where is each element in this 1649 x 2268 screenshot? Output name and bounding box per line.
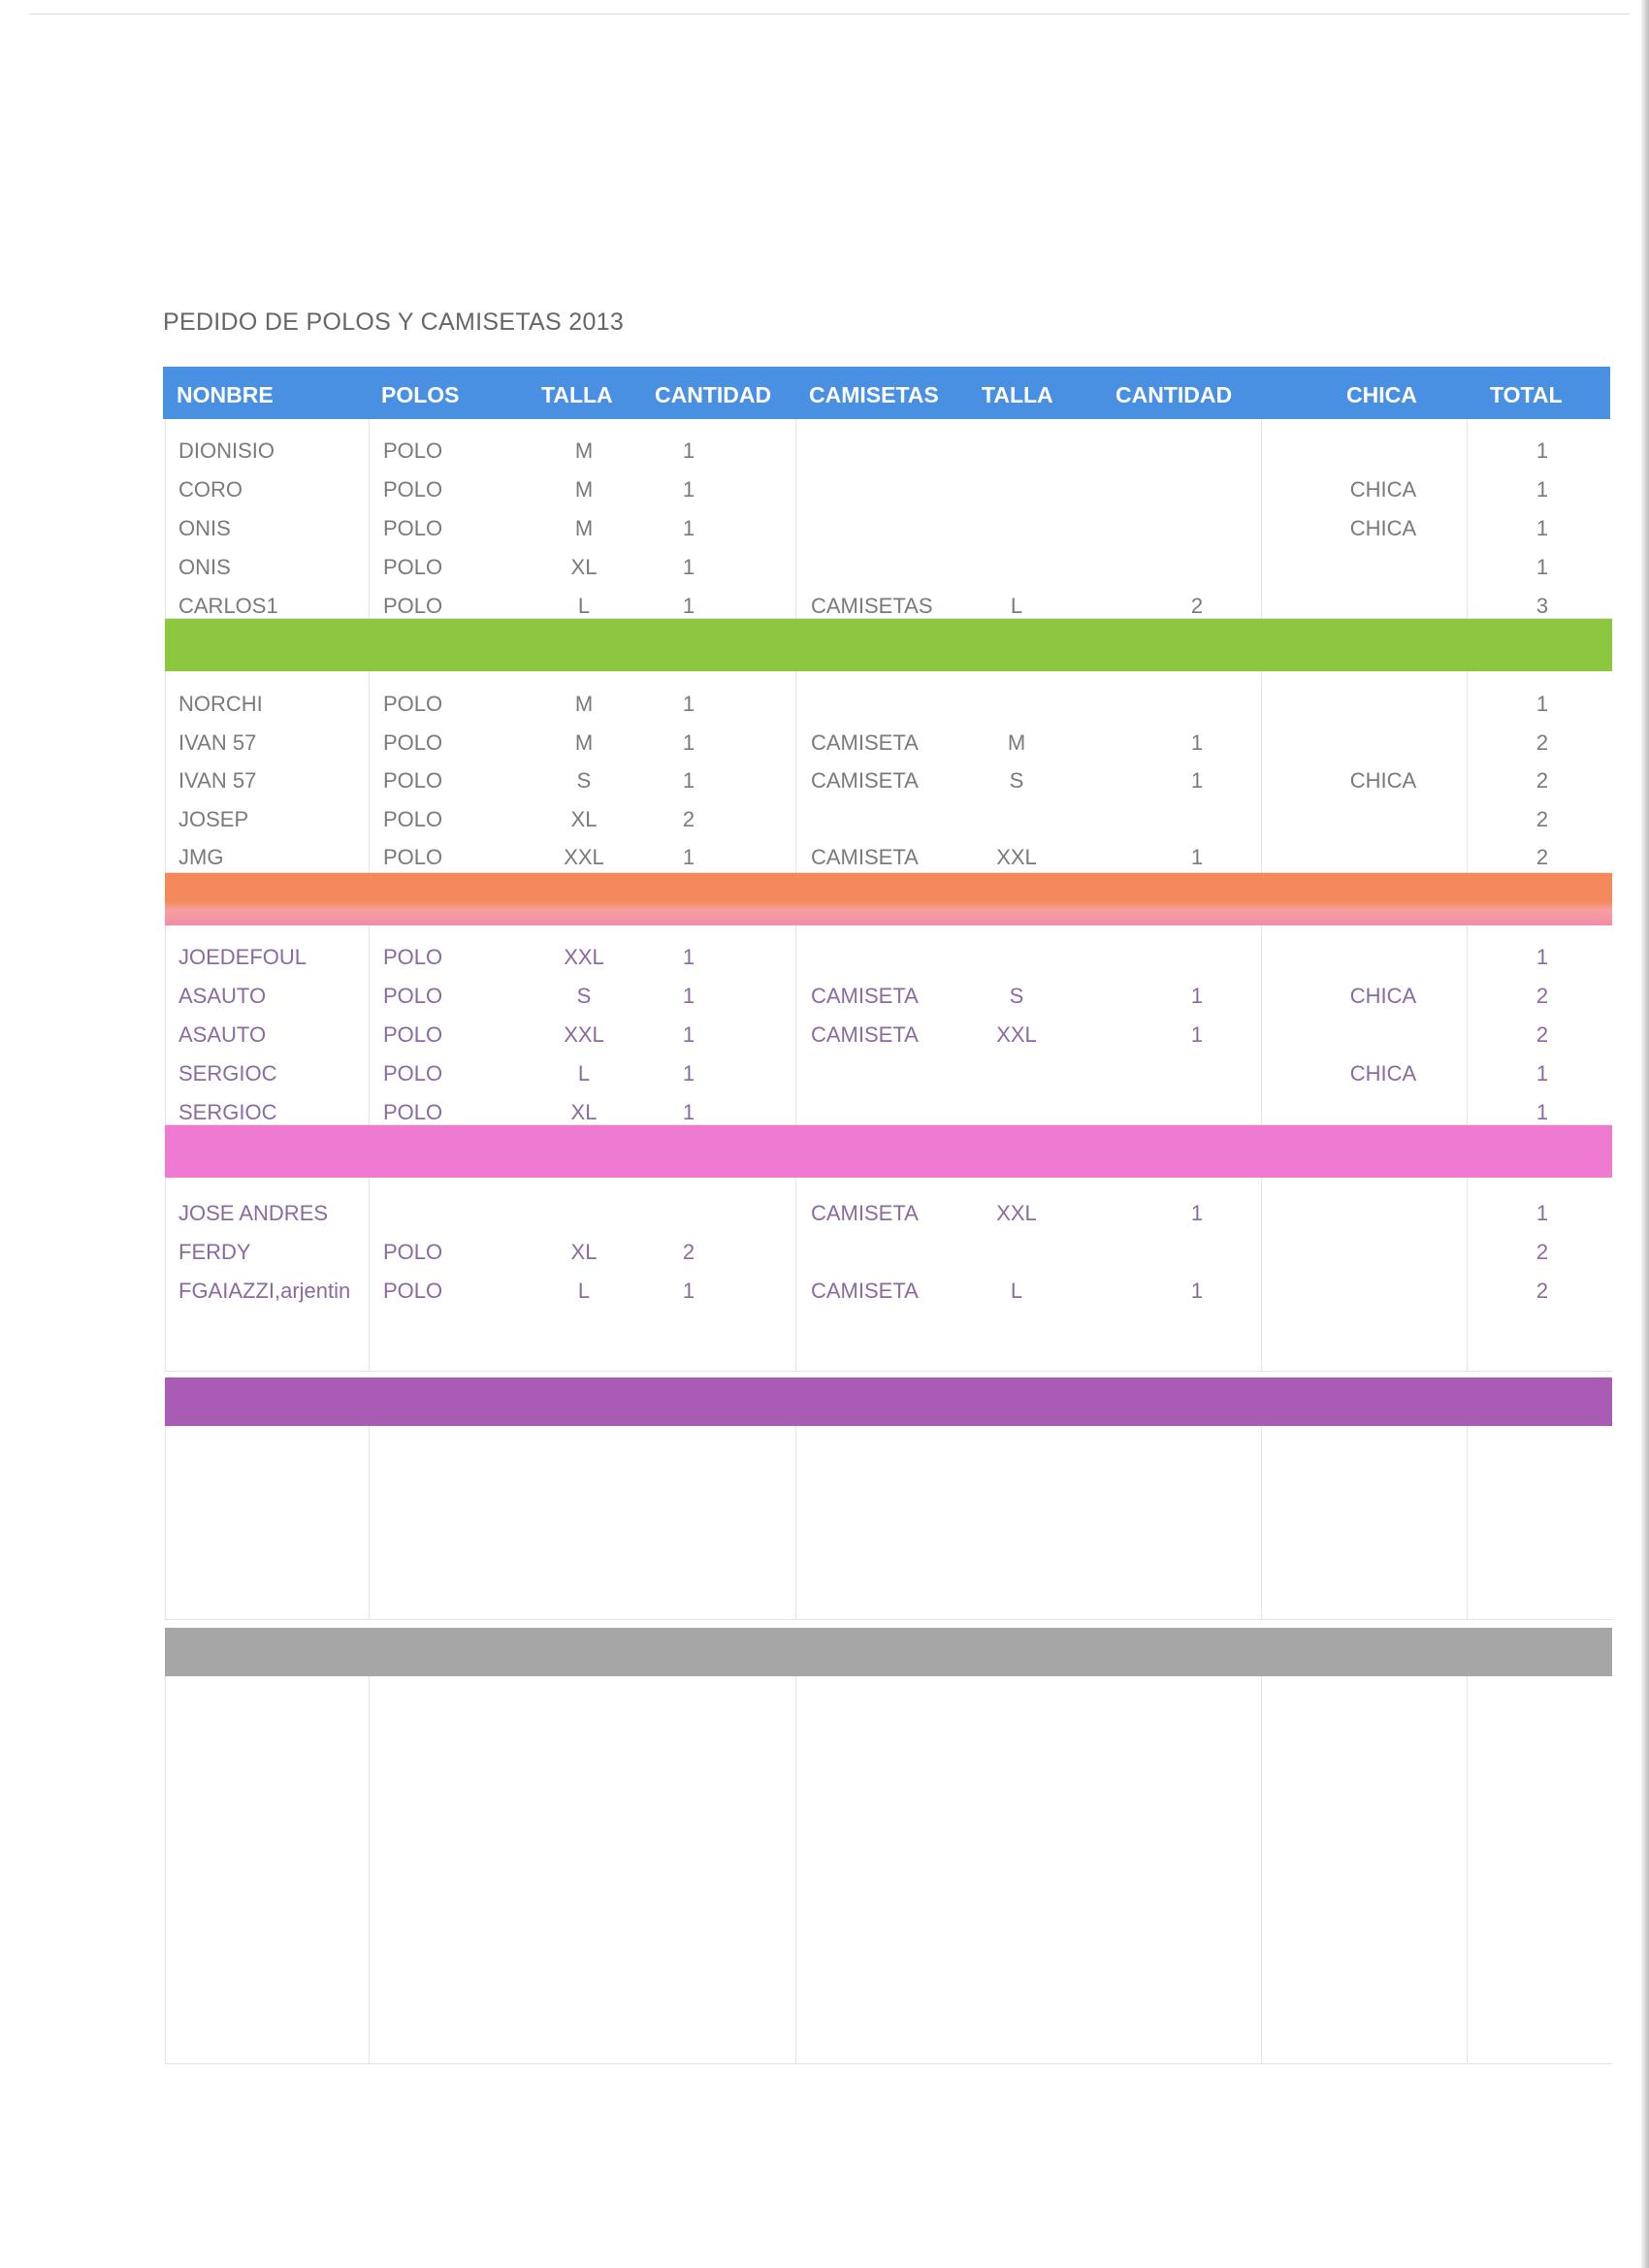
cell-polos: POLO <box>383 768 443 793</box>
row-divider <box>165 1371 1612 1372</box>
cell-total: 1 <box>1536 945 1549 969</box>
group-separator-band <box>165 619 1612 671</box>
cell-talla: S <box>576 984 592 1008</box>
table-row <box>165 1234 1612 1273</box>
cell-nombre: FGAIAZZI,arjentin <box>178 1279 351 1303</box>
cell-cantidad2: 1 <box>1190 1201 1204 1225</box>
cell-cantidad: 1 <box>682 477 695 502</box>
table-row <box>165 939 1612 978</box>
table-row <box>165 725 1612 763</box>
cell-cantidad: 1 <box>682 1061 695 1085</box>
table-row <box>165 762 1612 801</box>
cell-nombre: ASAUTO <box>178 984 267 1008</box>
table-row <box>165 433 1612 471</box>
cell-cantidad: 1 <box>682 594 695 618</box>
row-divider <box>165 1619 1612 1620</box>
cell-talla2: XXL <box>996 845 1037 869</box>
cell-chica: CHICA <box>1349 768 1417 793</box>
table-group <box>165 1676 1612 2064</box>
cell-talla: XXL <box>564 1022 604 1047</box>
cell-talla: XXL <box>564 945 604 969</box>
column-divider <box>1261 1426 1262 1620</box>
cell-polos: POLO <box>383 1100 443 1124</box>
cell-total: 3 <box>1536 594 1549 618</box>
cell-cantidad: 1 <box>682 945 695 969</box>
cell-nombre: ONIS <box>178 555 231 579</box>
cell-total: 1 <box>1536 438 1549 463</box>
cell-camisetas: CAMISETA <box>811 1279 919 1303</box>
cell-talla: XL <box>570 1240 598 1264</box>
header-polos: POLOS <box>381 382 460 407</box>
cell-talla: XXL <box>564 845 604 869</box>
cell-cantidad: 2 <box>682 1240 695 1264</box>
cell-total: 1 <box>1536 555 1549 579</box>
cell-chica: CHICA <box>1349 984 1417 1008</box>
page-title: PEDIDO DE POLOS Y CAMISETAS 2013 <box>163 308 625 336</box>
table-row <box>165 1017 1612 1055</box>
cell-polos: POLO <box>383 477 443 502</box>
header-cantidad-camisetas: CANTIDAD <box>1116 382 1233 407</box>
cell-cantidad: 1 <box>682 729 695 755</box>
cell-cantidad: 1 <box>682 984 695 1008</box>
cell-polos: POLO <box>383 1061 443 1085</box>
cell-polos: POLO <box>383 729 443 755</box>
column-divider <box>795 1426 796 1620</box>
cell-polos: POLO <box>383 438 443 463</box>
cell-nombre: JOEDEFOUL <box>178 945 307 969</box>
table-row <box>165 1273 1612 1312</box>
cell-talla: XL <box>570 806 598 831</box>
cell-total: 2 <box>1536 768 1549 793</box>
cell-nombre: SERGIOC <box>178 1100 277 1124</box>
cell-nombre: NORCHI <box>178 692 263 716</box>
cell-talla: S <box>576 768 592 793</box>
cell-cantidad: 1 <box>682 516 695 540</box>
cell-polos: POLO <box>383 806 443 831</box>
cell-talla2: S <box>1009 984 1024 1008</box>
cell-camisetas: CAMISETA <box>811 1022 919 1047</box>
cell-cantidad2: 1 <box>1190 729 1204 755</box>
header-nombre: NONBRE <box>177 382 274 407</box>
cell-cantidad: 1 <box>682 1279 695 1303</box>
cell-polos: POLO <box>383 594 443 618</box>
column-divider <box>795 1676 796 2064</box>
table-group <box>165 1178 1612 1372</box>
cell-nombre: ONIS <box>178 516 231 540</box>
table-group <box>165 1426 1612 1620</box>
cell-talla: M <box>574 438 594 463</box>
cell-chica: CHICA <box>1349 477 1417 502</box>
cell-talla2: XXL <box>996 1201 1037 1225</box>
cell-polos: POLO <box>383 1279 443 1303</box>
cell-chica: CHICA <box>1349 516 1417 540</box>
cell-chica: CHICA <box>1349 1061 1417 1085</box>
cell-camisetas: CAMISETAS <box>811 594 933 618</box>
cell-total: 1 <box>1536 692 1549 716</box>
cell-nombre: JOSE ANDRES <box>178 1201 329 1225</box>
cell-talla: M <box>574 692 594 716</box>
group-separator-band <box>165 1125 1612 1178</box>
group-separator-band <box>165 1628 1612 1676</box>
column-divider <box>369 1426 370 1620</box>
cell-polos: POLO <box>383 984 443 1008</box>
cell-nombre: IVAN 57 <box>178 768 257 793</box>
cell-camisetas: CAMISETA <box>811 984 919 1008</box>
cell-cantidad: 1 <box>682 555 695 579</box>
cell-total: 2 <box>1536 1022 1549 1047</box>
cell-nombre: ASAUTO <box>178 1022 267 1047</box>
group-separator-band <box>165 873 1612 925</box>
table-row <box>165 471 1612 510</box>
table-row <box>165 978 1612 1017</box>
cell-cantidad: 1 <box>682 692 695 716</box>
table-group <box>165 671 1612 873</box>
cell-talla2: M <box>1007 729 1026 755</box>
cell-camisetas: CAMISETA <box>811 845 919 869</box>
table-row <box>165 549 1612 588</box>
cell-talla2: L <box>1010 594 1023 618</box>
cell-talla: XL <box>570 1100 598 1124</box>
cell-talla2: S <box>1009 768 1024 793</box>
cell-cantidad: 1 <box>682 768 695 793</box>
cell-nombre: DIONISIO <box>178 438 275 463</box>
cell-nombre: JOSEP <box>178 806 249 831</box>
cell-total: 1 <box>1536 1100 1549 1124</box>
column-divider <box>165 1426 166 1620</box>
cell-nombre: CARLOS1 <box>178 594 278 618</box>
cell-nombre: JMG <box>178 845 224 869</box>
header-cantidad: CANTIDAD <box>655 382 772 407</box>
column-divider <box>165 1676 166 2064</box>
cell-camisetas: CAMISETA <box>811 768 919 793</box>
cell-polos: POLO <box>383 692 443 716</box>
cell-total: 2 <box>1536 845 1549 869</box>
cell-cantidad: 1 <box>682 845 695 869</box>
cell-talla: M <box>574 477 594 502</box>
row-divider <box>165 2063 1612 2064</box>
cell-talla: XL <box>570 555 598 579</box>
cell-cantidad: 1 <box>682 1100 695 1124</box>
cell-cantidad2: 1 <box>1190 768 1204 793</box>
header-talla-camisetas: TALLA <box>982 382 1053 407</box>
cell-talla: L <box>577 594 591 618</box>
table-row <box>165 510 1612 549</box>
cell-polos: POLO <box>383 1240 443 1264</box>
cell-nombre: SERGIOC <box>178 1061 277 1085</box>
cell-nombre: IVAN 57 <box>178 729 257 755</box>
cell-polos: POLO <box>383 1022 443 1047</box>
cell-total: 2 <box>1536 984 1549 1008</box>
table-row <box>165 801 1612 840</box>
cell-polos: POLO <box>383 555 443 579</box>
cell-talla: L <box>577 1061 591 1085</box>
cell-polos: POLO <box>383 516 443 540</box>
cell-talla2: L <box>1010 1279 1023 1303</box>
table-group <box>165 925 1612 1125</box>
column-divider <box>1467 1676 1468 2064</box>
cell-nombre: FERDY <box>178 1240 251 1264</box>
cell-camisetas: CAMISETA <box>811 1201 919 1225</box>
cell-talla: L <box>577 1279 591 1303</box>
cell-cantidad: 1 <box>682 1022 695 1047</box>
cell-total: 1 <box>1536 516 1549 540</box>
cell-total: 2 <box>1536 1240 1549 1264</box>
table-row <box>165 686 1612 725</box>
cell-total: 1 <box>1536 1061 1549 1085</box>
cell-camisetas: CAMISETA <box>811 729 919 755</box>
header-chica: CHICA <box>1346 382 1417 407</box>
cell-cantidad2: 2 <box>1190 594 1204 618</box>
cell-cantidad: 1 <box>682 438 695 463</box>
top-rule <box>29 14 1630 15</box>
table-group <box>165 419 1612 619</box>
table-row <box>165 1195 1612 1234</box>
cell-cantidad2: 1 <box>1190 984 1204 1008</box>
header-talla: TALLA <box>541 382 613 407</box>
group-separator-band <box>165 1377 1612 1426</box>
cell-cantidad2: 1 <box>1190 1022 1204 1047</box>
table-header <box>163 367 1610 419</box>
cell-cantidad2: 1 <box>1190 845 1204 869</box>
column-divider <box>369 1676 370 2064</box>
cell-total: 2 <box>1536 806 1549 831</box>
column-divider <box>1261 1676 1262 2064</box>
cell-cantidad2: 1 <box>1190 1279 1204 1303</box>
cell-talla: M <box>574 729 594 755</box>
cell-total: 2 <box>1536 1279 1549 1303</box>
cell-talla2: XXL <box>996 1022 1037 1047</box>
table-row <box>165 839 1612 878</box>
header-camisetas: CAMISETAS <box>809 382 939 407</box>
cell-talla: M <box>574 516 594 540</box>
cell-polos: POLO <box>383 945 443 969</box>
cell-total: 2 <box>1536 729 1549 755</box>
cell-cantidad: 2 <box>682 806 695 831</box>
page-edge-shadow <box>1641 0 1649 2268</box>
column-divider <box>1467 1426 1468 1620</box>
header-total: TOTAL <box>1490 382 1563 407</box>
cell-total: 1 <box>1536 477 1549 502</box>
cell-total: 1 <box>1536 1201 1549 1225</box>
table-row <box>165 1055 1612 1094</box>
cell-polos: POLO <box>383 845 443 869</box>
cell-nombre: CORO <box>178 477 242 502</box>
